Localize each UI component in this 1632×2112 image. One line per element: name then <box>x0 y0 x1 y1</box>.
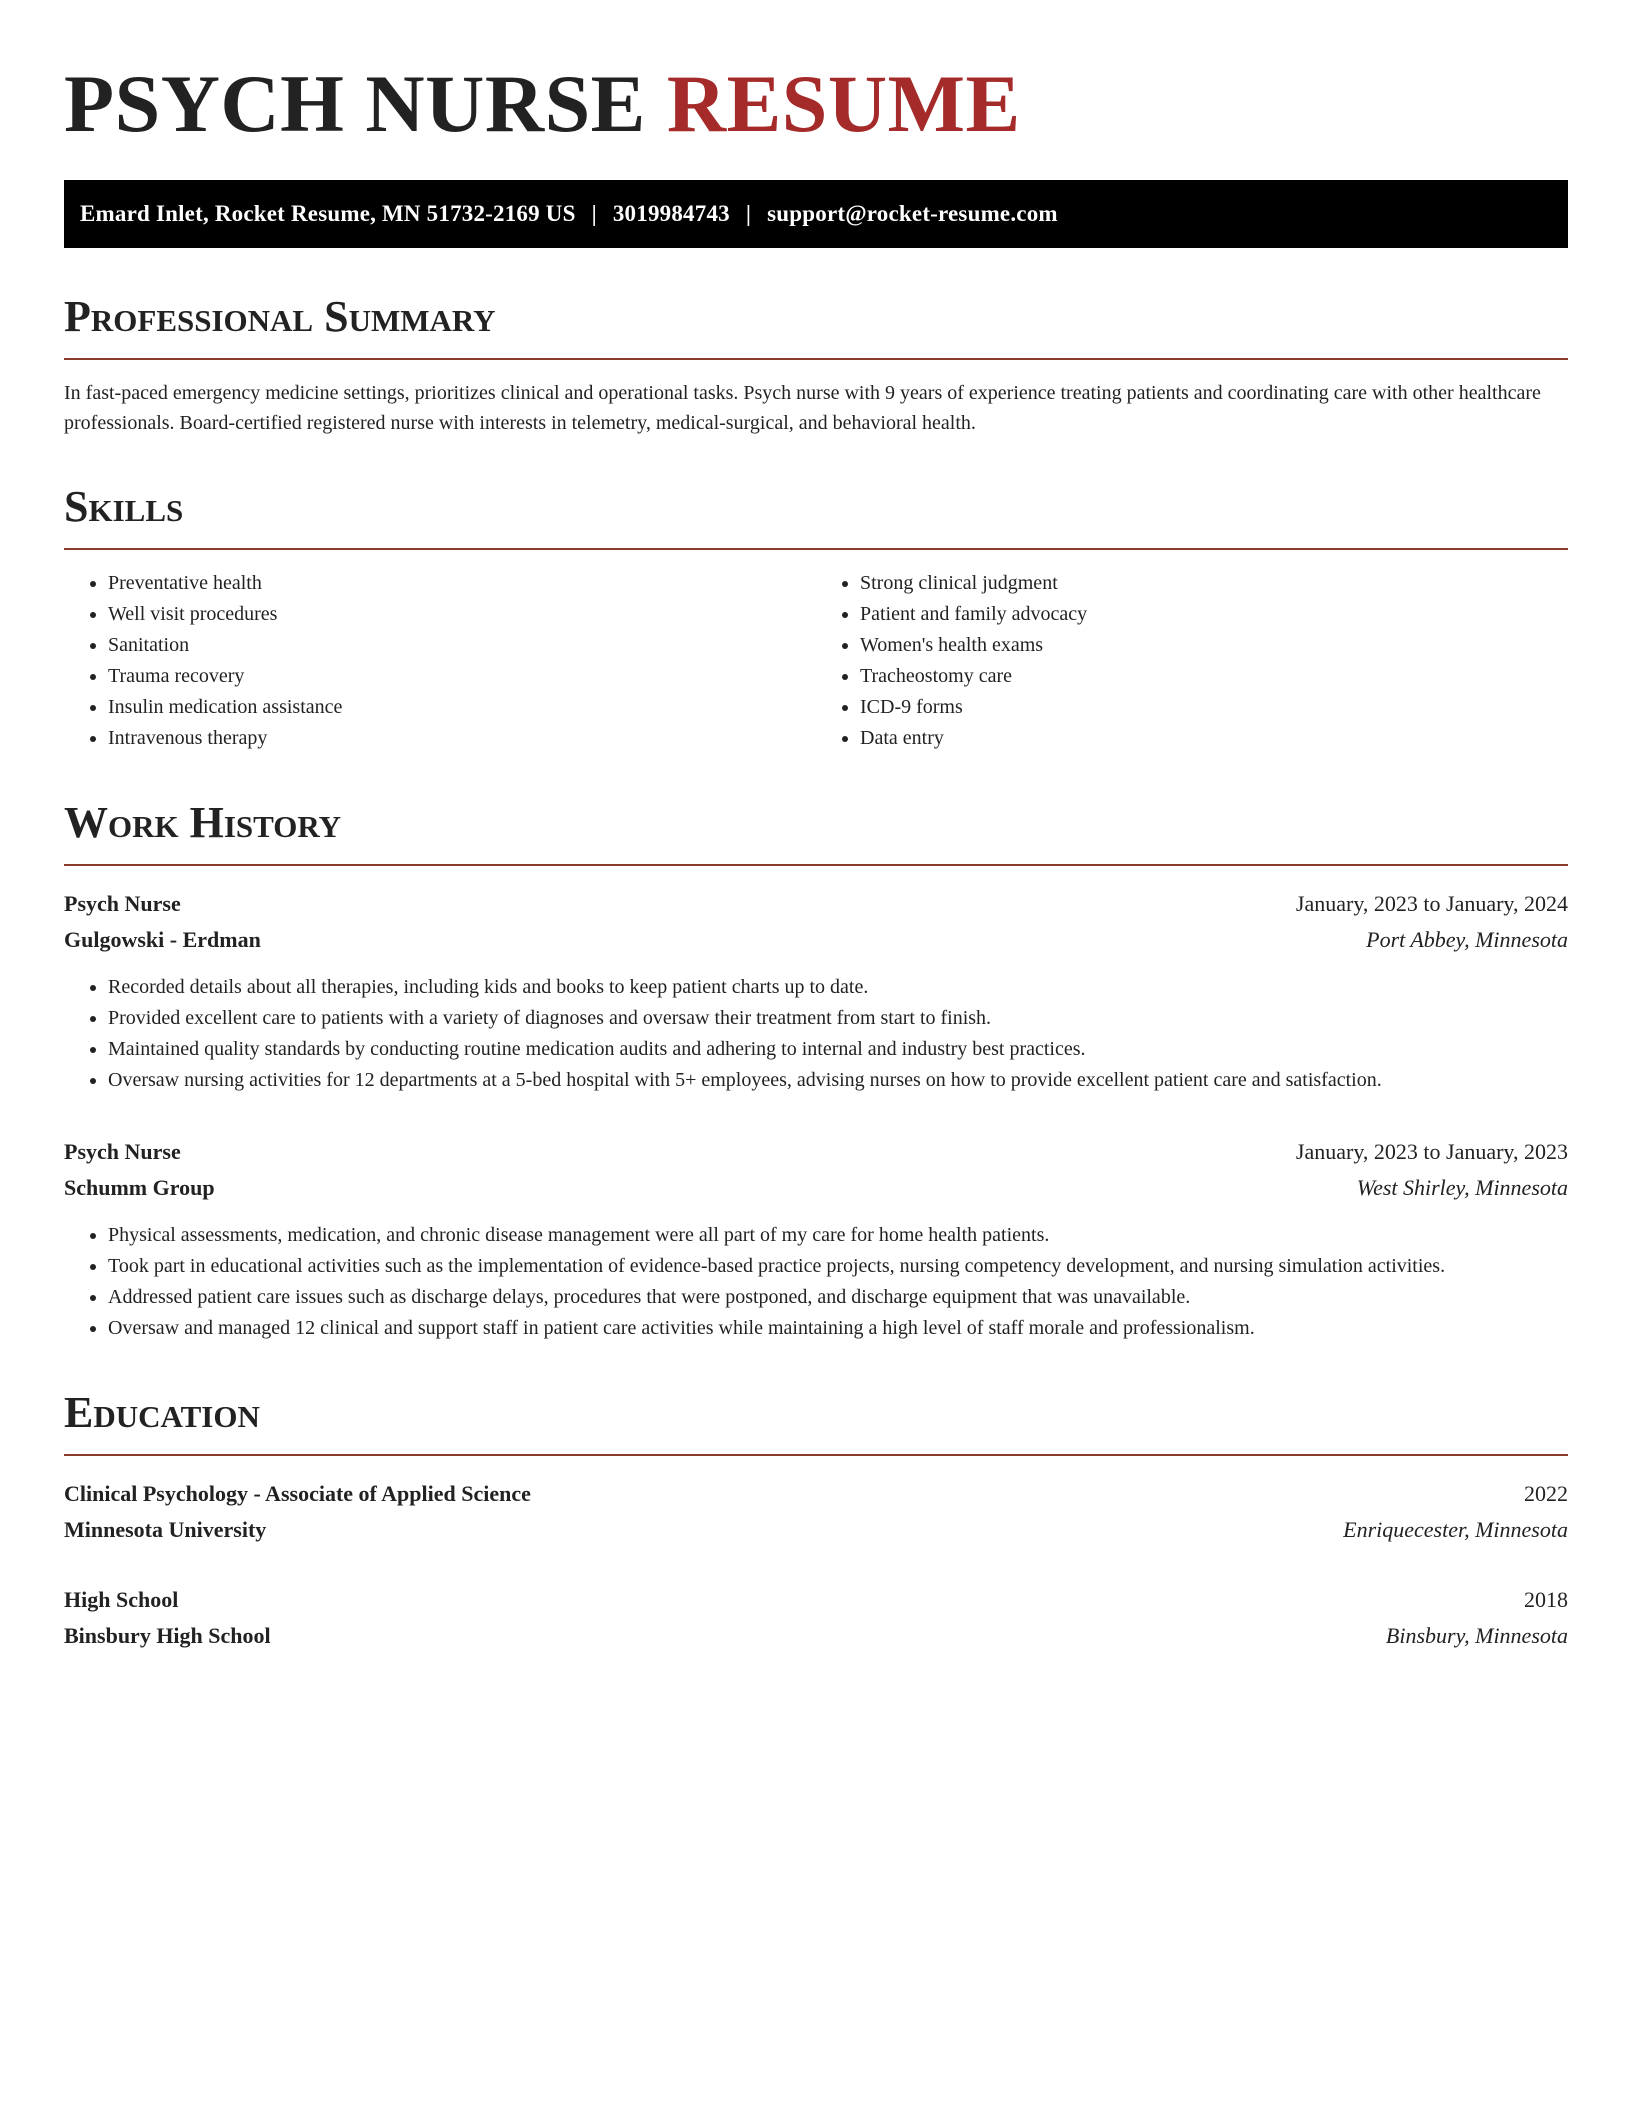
job-bullets <box>64 1220 1568 1344</box>
work-history-heading: Work History <box>64 798 1568 866</box>
contact-separator: | <box>591 201 597 226</box>
job-dates: January, 2023 to January, 2023 <box>1295 1139 1568 1164</box>
skills-left-list <box>64 568 816 754</box>
job-bullet: • Physical assessments, medication, and chronic disease management were all part of my care for home health patients. <box>108 1220 1568 1251</box>
contact-address: Emard Inlet, Rocket Resume, MN 51732-2169 US <box>80 201 576 226</box>
job-company-row <box>64 922 1568 958</box>
job-company: Schumm Group <box>64 1175 215 1200</box>
summary-section <box>64 292 1568 438</box>
title-main: PSYCH NURSE <box>64 58 646 149</box>
work-history-section <box>64 798 1568 1344</box>
skills-right-list <box>816 568 1568 754</box>
job-bullet: • Oversaw and managed 12 clinical and support staff in patient care activities while maintaining a high level of staff morale and professionalism. <box>108 1313 1568 1344</box>
education-degree: High School <box>64 1587 179 1612</box>
job-entry <box>64 1134 1568 1344</box>
job-bullet: • Oversaw nursing activities for 12 departments at a 5-bed hospital with 5+ employees, advising nurses on how to provide excellent patient care and satisfaction. <box>108 1065 1568 1096</box>
job-bullet: • Maintained quality standards by conducting routine medication audits and adhering to internal and industry best practices. <box>108 1034 1568 1065</box>
job-company-row <box>64 1170 1568 1206</box>
job-bullet: • Took part in educational activities such as the implementation of evidence-based practice projects, nursing competency development, and nursing simulation activities. <box>108 1251 1568 1282</box>
education-school: Minnesota University <box>64 1517 267 1542</box>
education-degree-row <box>64 1476 1568 1512</box>
education-school-row <box>64 1512 1568 1548</box>
job-bullet: • Addressed patient care issues such as discharge delays, procedures that were postponed, and discharge equipment that was unavailable. <box>108 1282 1568 1313</box>
job-title-row <box>64 1134 1568 1170</box>
education-location: Enriquecester, Minnesota <box>1343 1517 1568 1542</box>
job-entry <box>64 886 1568 1096</box>
skill-item: • Strong clinical judgment <box>860 568 1568 599</box>
job-company: Gulgowski - Erdman <box>64 927 261 952</box>
contact-separator: | <box>745 201 752 226</box>
skills-section <box>64 482 1568 754</box>
job-title: Psych Nurse <box>64 1139 181 1164</box>
skills-columns <box>64 568 1568 754</box>
job-title-row <box>64 886 1568 922</box>
education-entry <box>64 1582 1568 1654</box>
job-bullet: • Provided excellent care to patients with a variety of diagnoses and oversaw their treatment from start to finish. <box>108 1003 1568 1034</box>
education-entry <box>64 1476 1568 1548</box>
education-school-row <box>64 1618 1568 1654</box>
skill-item: • Sanitation <box>108 630 816 661</box>
job-dates: January, 2023 to January, 2024 <box>1295 891 1568 916</box>
skill-item: • Trauma recovery <box>108 661 816 692</box>
job-bullet: • Recorded details about all therapies, including kids and books to keep patient charts up to date. <box>108 972 1568 1003</box>
education-year: 2022 <box>1524 1481 1568 1506</box>
resume-title <box>64 56 1568 152</box>
education-location: Binsbury, Minnesota <box>1385 1623 1568 1648</box>
job-title: Psych Nurse <box>64 891 181 916</box>
contact-phone[interactable]: 3019984743 <box>612 201 730 226</box>
education-school: Binsbury High School <box>64 1623 271 1648</box>
skill-item: • Patient and family advocacy <box>860 599 1568 630</box>
title-accent: RESUME <box>666 58 1021 149</box>
contact-email[interactable]: support@rocket-resume.com <box>767 201 1058 226</box>
education-heading: Education <box>64 1388 1568 1456</box>
skill-item: • Well visit procedures <box>108 599 816 630</box>
education-year: 2018 <box>1524 1587 1568 1612</box>
education-degree-row <box>64 1582 1568 1618</box>
skill-item: • Insulin medication assistance <box>108 692 816 723</box>
summary-heading: Professional Summary <box>64 292 1568 360</box>
skill-item: • ICD-9 forms <box>860 692 1568 723</box>
summary-text: In fast-paced emergency medicine settings, prioritizes clinical and operational tasks. Psych nurse with 9 years of experience treating patients and coordinating care with other healthcare professionals. Board-certified registered nurse with interests in telemetry, medical-surgical, and behavioral health. <box>64 382 1541 434</box>
education-degree: Clinical Psychology - Associate of Applied Science <box>64 1481 531 1506</box>
skill-item: • Tracheostomy care <box>860 661 1568 692</box>
job-location: Port Abbey, Minnesota <box>1366 927 1568 952</box>
skills-heading: Skills <box>64 482 1568 550</box>
skill-item: • Women's health exams <box>860 630 1568 661</box>
skill-item: • Intravenous therapy <box>108 723 816 754</box>
skill-item: • Data entry <box>860 723 1568 754</box>
job-location: West Shirley, Minnesota <box>1356 1175 1568 1200</box>
education-section <box>64 1388 1568 1654</box>
contact-bar <box>64 180 1568 248</box>
job-bullets <box>64 972 1568 1096</box>
skill-item: • Preventative health <box>108 568 816 599</box>
